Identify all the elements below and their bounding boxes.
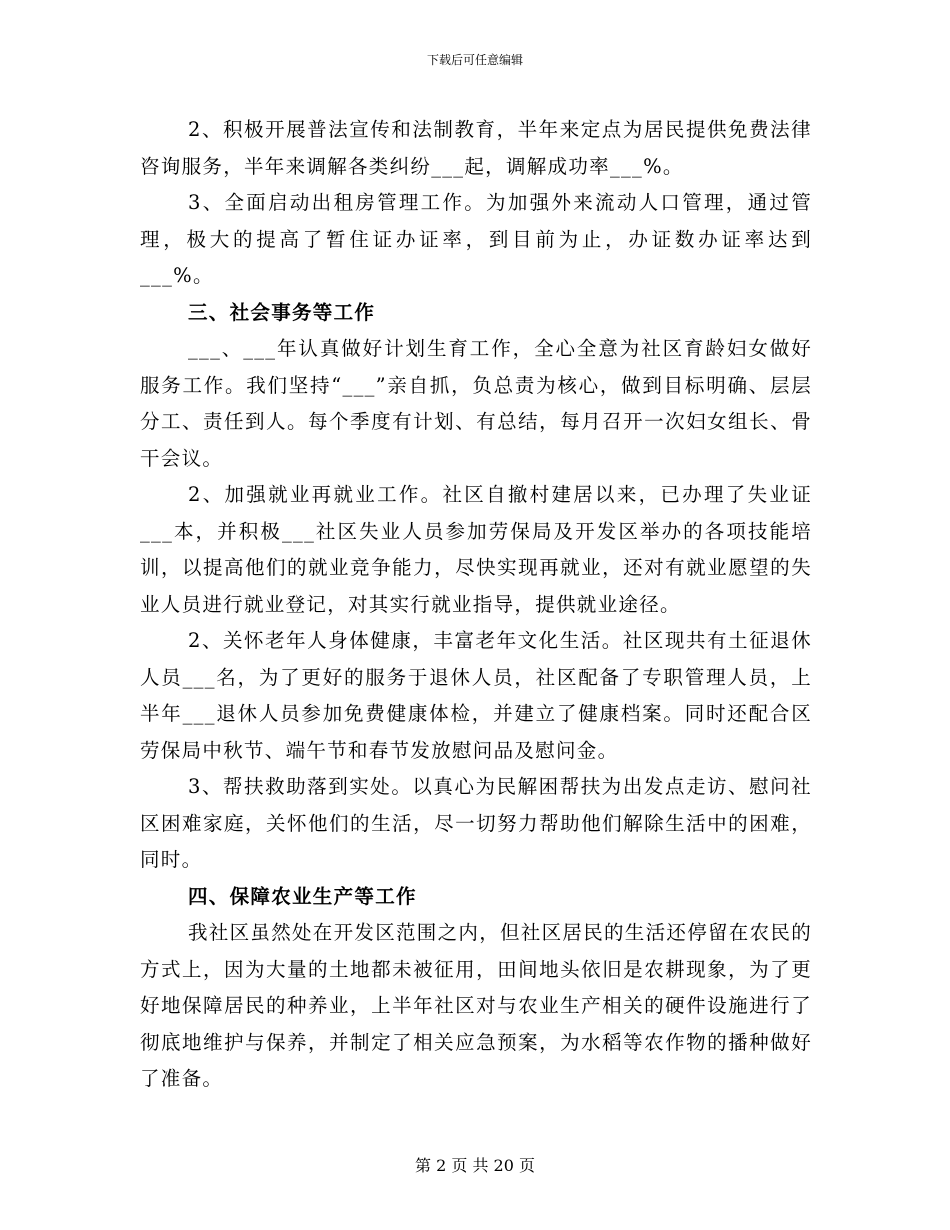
document-body — [140, 112, 812, 1098]
paragraph-employment: 2、加强就业再就业工作。社区自撤村建居以来，已办理了失业证___本，并积极___社区失业人员参加劳保局及开发区举办的各项技能培训，以提高他们的就业竞争能力，尽快实现再就业，还对有就业愿望的失业人员进行就业登记，对其实行就业指导，提供就业途径。 — [140, 483, 812, 616]
paragraph-elderly-care: 2、关怀老年人身体健康，丰富老年文化生活。社区现共有土征退休人员___名，为了更好的服务于退休人员，社区配备了专职管理人员，上半年___退休人员参加免费健康体检，并建立了健康档案。同时还配合区劳保局中秋节、端午节和春节发放慰问品及慰问金。 — [140, 629, 812, 762]
paragraph-assistance: 3、帮扶救助落到实处。以真心为民解困帮扶为出发点走访、慰问社区困难家庭，关怀他们的生活，尽一切努力帮助他们解除生活中的困难，同时。 — [140, 775, 812, 871]
paragraph-legal-education: 2、积极开展普法宣传和法制教育，半年来定点为居民提供免费法律咨询服务，半年来调解各类纠纷___起，调解成功率___%。 — [140, 118, 812, 178]
section-heading-social-affairs: 三、社会事务等工作 — [188, 300, 376, 324]
paragraph-family-planning: ___、___年认真做好计划生育工作，全心全意为社区育龄妇女做好服务工作。我们坚持“___”亲自抓，负总责为核心，做到目标明确、层层分工、责任到人。每个季度有计划、有总结，每月召开一次妇女组长、骨干会议。 — [140, 337, 812, 470]
paragraph-agriculture: 我社区虽然处在开发区范围之内，但社区居民的生活还停留在农民的方式上，因为大量的土地都未被征用，田间地头依旧是农耕现象，为了更好地保障居民的种养业，上半年社区对与农业生产相关的硬件设施进行了彻底地维护与保养，并制定了相关应急预案，为水稻等农作物的播种做好了准备。 — [140, 921, 813, 1090]
section-heading-agriculture: 四、保障农业生产等工作 — [188, 884, 417, 908]
paragraph-rental-management: 3、全面启动出租房管理工作。为加强外来流动人口管理，通过管理，极大的提高了暂住证办证率，到目前为止，办证数办证率达到___%。 — [140, 191, 812, 287]
page-footer: 第 2 页 共 20 页 — [415, 1156, 535, 1175]
page-header: 下载后可任意编辑 — [426, 53, 523, 67]
